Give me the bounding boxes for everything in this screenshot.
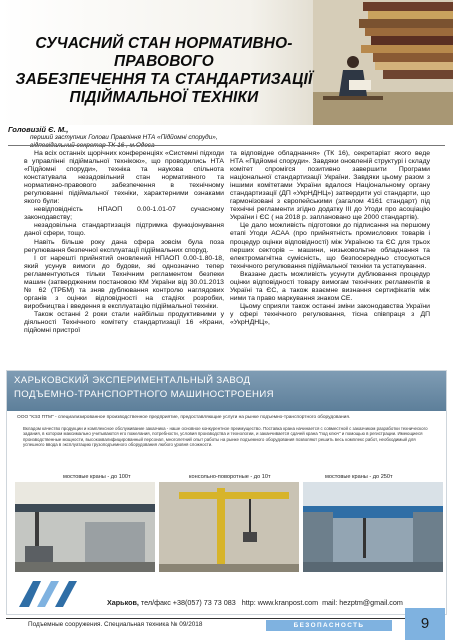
title-line-1: СУЧАСНИЙ СТАН НОРМАТИВНО-ПРАВОВОГО bbox=[35, 35, 293, 70]
journal-name: Подъемные сооружения. Специальная техника № 09/2018 bbox=[28, 621, 203, 628]
paragraph: На всіх останніх щорічних конференціях «Системні підходи в управлінні підіймальної технікою», що проводились НТА «Підйомні споруди», техніка та наукова спільнота констатувала незадовільний стан нормативного та нормативно-правового забезпечення в технічному регулюванні підіймальної техніки, характерними ознаками якого були: bbox=[24, 150, 224, 206]
overhead-crane-photo-1 bbox=[15, 482, 155, 572]
ad-header bbox=[7, 371, 446, 411]
ad-company-line-1: ХАРЬКОВСКИЙ ЭКСПЕРИМЕНТАЛЬНЫЙ ЗАВОД bbox=[14, 375, 251, 386]
author-divider bbox=[8, 145, 445, 146]
paragraph: Також останні 2 роки стали найбільш продуктивними у діяльності Технічного комітету стандартизації 16 «Крани, підйомні пристрої bbox=[24, 310, 224, 335]
article-column-left bbox=[24, 150, 224, 335]
paragraph: І от нарешті прийнятий оновлений НПАОП 0.00-1.80-18, який усунув вимоги до будови, які однозначно тепер регламентуються тільки Технічним регламентом безпеки машин (затвердженим постановою КМ України від 30.01.2013 № 62 (ТРБМ) та зняв дублювання контролю наглядових органів з оцінки відповідності на стадіях розробки, виробництва і введення в експлуатацію підіймальної техніки. bbox=[24, 254, 224, 310]
paragraph: Це дало можливість підготовки до підписання на першому етапі Угоди АСАА (про прийнятність промислових товарів і процедур оцінки відповідності) між Україною та ЄС для трьох перших секторів – машини, низьковольтне обладнання та електромагнітна сумісність, що безпосередньо стосуються технічного регулювання підіймальної техніки та устаткування. bbox=[230, 222, 430, 270]
contact-phone: тел/факс +38(057) 73 73 083 bbox=[140, 598, 236, 607]
advertisement bbox=[6, 370, 447, 615]
author-role-line-1: перший заступник Голови Правління НТА «Підйомні споруди», bbox=[30, 134, 218, 141]
paragraph: Цьому сприяли також останні зміни законодавства України у сфері технічного регулювання, тісна співпраця з ДП «УкрНДНЦ», bbox=[230, 302, 430, 326]
title-line-3: ПІДІЙМАЛЬНОЇ ТЕХНІКИ bbox=[69, 89, 259, 106]
ad-contact-line bbox=[107, 598, 403, 607]
ad-subtitle: ООО "КЭЗ ПТМ" - специализированное производственное предприятие, предоставляющие услуги на рынке подъемно-транспортного оборудования. bbox=[17, 415, 351, 420]
article-column-right bbox=[230, 150, 430, 327]
article-title bbox=[14, 35, 314, 107]
ad-company-line-2: ПОДЪЕМНО-ТРАНСПОРТНОГО МАШИНОСТРОЕНИЯ bbox=[14, 389, 274, 400]
section-label: БЕЗОПАСНОСТЬ bbox=[266, 620, 392, 631]
ad-caption-3: мостовые краны - до 250т bbox=[325, 474, 393, 480]
books-and-reader-illustration bbox=[313, 0, 453, 125]
paragraph: Вказане дасть можливість усунути дублювання процедур оцінки відповідності товару вимогам технічних регламентів в Україні та ЄС, а також взаємне визнання сертифікатів між ними та право маркування знаком СЕ. bbox=[230, 270, 430, 302]
author-name: Головизій Є. М., bbox=[8, 125, 69, 134]
footer-divider bbox=[6, 618, 406, 619]
paragraph: та відповідне обладнання» (ТК 16), секретаріат якого веде НТА «Підйомні споруди». Завдяки оновленій структурі і складу комітет спромігся позитивно завершити Програми національної стандартизації України. Завдяки цьому разом з іншими комітетами України вдалося Національному органу стандартизації (ДП «УкрНДНЦ») затвердити усі стандарти, що гармонізовані з європейськими (загалом 4161 стандарт) під технічні регламенти згідно додатку ІІІ до Угоди про асоціацію України і ЄС ( на 2018 р. заплановано ще 2000 стандартів). bbox=[230, 150, 430, 222]
ad-caption-2: консольно-поворотные - до 10т bbox=[189, 474, 271, 480]
contact-email[interactable]: mail: hezptm@gmail.com bbox=[322, 598, 403, 607]
contact-city: Харьков, bbox=[107, 598, 139, 607]
page-number: 9 bbox=[405, 608, 445, 640]
author-block bbox=[8, 125, 308, 150]
overhead-crane-photo-2 bbox=[303, 482, 443, 572]
ad-body-text: Вкладом качество продукции и комплексное обслуживание заказчика - наше основное конкурентное преимущество. Поставка крана начинается с совместной с заказчиком разработки технического задания, в котором максимально учитываются его пожелания, потребности, условия производства и технологии, и заканчивается сдачей крана "под ключ" и помощью в регистрации. Имеющиеся производственные мощности, высококвалифицированный персонал, многолетний опыт работы на рынке подъемного оборудования позволяют решить весь комплекс работ, необходимый для успешного ввода в эксплуатацию грузоподъемного оборудования любого уровня сложности. bbox=[23, 426, 428, 447]
title-line-2: ЗАБЕЗПЕЧЕННЯ ТА СТАНДАРТИЗАЦІЇ bbox=[15, 71, 313, 88]
paragraph: невідповідність НПАОП 0.00-1.01-07 сучасному законодавству; bbox=[24, 206, 224, 222]
author-role-line-2 bbox=[8, 142, 308, 150]
contact-website[interactable]: http: www.kranpost.com bbox=[241, 598, 319, 607]
company-logo bbox=[15, 577, 97, 611]
paragraph: незадовільна стандартизація підтримка функціонування даної сфери, тощо. bbox=[24, 222, 224, 238]
ad-caption-1: мостовые краны - до 100т bbox=[63, 474, 131, 480]
jib-crane-photo bbox=[159, 482, 299, 572]
paragraph: Навіть більше року дана сфера зовсім була поза регулювання безпечної експлуатації підіймальних споруд. bbox=[24, 238, 224, 254]
